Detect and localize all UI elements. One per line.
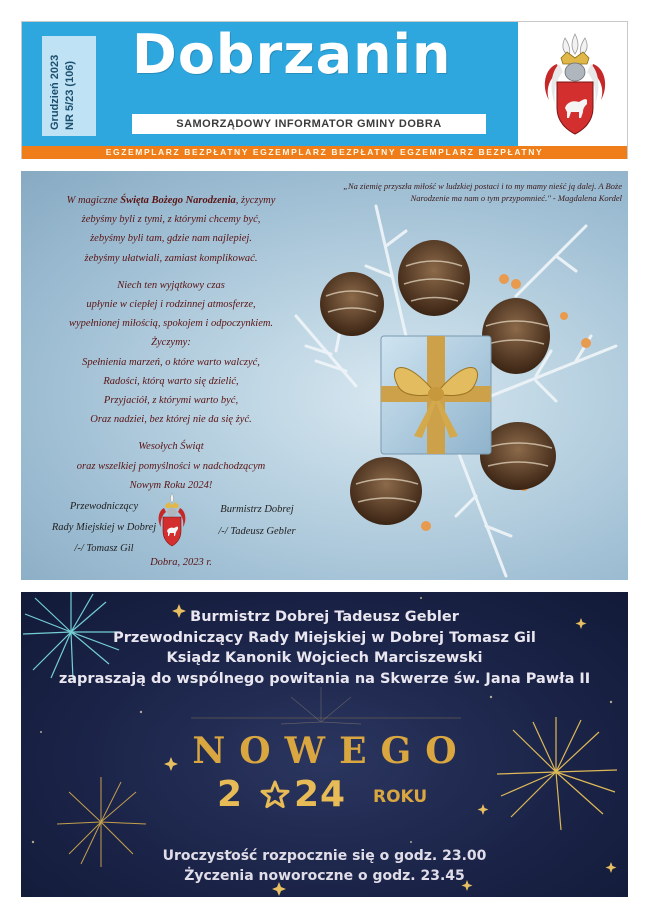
wishes-intro-end: , życzymy <box>235 195 276 206</box>
wishes-line: Radości, którą warto się dzielić, <box>103 375 239 387</box>
year-digits-right: 24 <box>294 774 347 815</box>
signature-name: /-/ Tomasz Gil <box>74 543 134 554</box>
wishes-line: Życzymy: <box>151 337 191 349</box>
new-year-invitation-panel <box>21 592 628 897</box>
signature-council-chairman <box>39 496 169 559</box>
year-digit-left: 2 <box>217 774 244 815</box>
wishes-closing: Nowym Roku 2024! <box>129 479 213 491</box>
roku-label: ROKU <box>373 787 428 807</box>
coat-of-arms-icon <box>152 491 192 549</box>
publication-subtitle: SAMORZĄDOWY INFORMATOR GMINY DOBRA <box>176 118 442 130</box>
invitation-line: zapraszają do wspólnego powitania na Skwerze św. Jana Pawła II <box>58 670 591 687</box>
wishes-line: Niech ten wyjątkowy czas <box>117 279 225 291</box>
christmas-quote <box>316 180 622 204</box>
star-zero-icon <box>260 780 290 810</box>
masthead <box>21 21 628 159</box>
invitation-hosts <box>21 607 628 689</box>
schedule-line: Uroczystość rozpocznie się o godz. 23.00 <box>162 848 487 864</box>
coat-of-arms-icon <box>527 28 623 140</box>
quote-author: - Magdalena Kordel <box>552 193 622 203</box>
signature-role: Burmistrz Dobrej <box>220 504 294 515</box>
christmas-wishes <box>31 191 311 495</box>
wishes-intro <box>31 191 311 210</box>
event-schedule <box>21 846 628 886</box>
signature-role: Przewodniczący <box>69 501 139 512</box>
wishes-line: Spełnienia marzeń, o które warto walczyć, <box>82 356 260 368</box>
christmas-decoration-image <box>286 186 628 580</box>
host-line: Przewodniczący Rady Miejskiej w Dobrej Tomasz Gil <box>113 629 536 646</box>
gift-box-icon <box>381 336 491 454</box>
new-year-headline: NOWEGO <box>192 730 471 772</box>
issue-number: NR 5/23 (106) <box>64 60 76 130</box>
free-copy-strip: EGZEMPLARZ BEZPŁATNY EGZEMPLARZ BEZPŁATNY EGZEMPLARZ BEZPŁATNY <box>105 147 544 157</box>
issue-info <box>42 36 96 136</box>
wishes-line: Przyjaciół, z którymi warto być, <box>103 395 239 407</box>
host-line: Burmistrz Dobrej Tadeusz Gebler <box>190 609 459 625</box>
wishes-line: żebyśmy ułatwiali, zamiast komplikować. <box>84 252 258 264</box>
wishes-line: żebyśmy byli z tymi, z którymi chcemy być, <box>81 214 261 226</box>
year-2024 <box>211 774 451 824</box>
wishes-closing: Wesołych Świąt <box>138 441 204 453</box>
schedule-line: Życzenia noworoczne o godz. 23.45 <box>184 868 465 884</box>
publication-title: Dobrzanin <box>132 23 452 86</box>
wishes-line: Oraz nadziei, bez której nie da się żyć. <box>90 414 252 426</box>
signature-name: /-/ Tadeusz Gebler <box>218 526 296 537</box>
wishes-closing: oraz wszelkiej pomyślności w nadchodzącym <box>76 460 266 472</box>
christmas-greeting-panel <box>21 171 628 580</box>
issue-date: Grudzień 2023 <box>49 54 61 130</box>
signature-body: Rady Miejskiej w Dobrej <box>51 522 157 533</box>
wishes-highlight: Święta Bożego Narodzenia <box>120 195 236 206</box>
quote-line: A Boże Narodzenie ma nam o tym przypomnieć." <box>410 181 622 203</box>
wishes-line: upłynie w ciepłej i rodzinnej atmosferze, <box>86 299 256 311</box>
signature-mayor <box>199 499 315 543</box>
host-line: Ksiądz Kanonik Wojciech Marciszewski <box>166 650 483 666</box>
wishes-line: wypełnionej miłością, spokojem i odpoczynkiem. <box>68 318 274 330</box>
wishes-line: żebyśmy byli tam, gdzie nam najlepiej. <box>90 233 252 245</box>
place-and-date: Dobra, 2023 r. <box>150 557 212 568</box>
wishes-intro-start: W magiczne <box>66 195 118 206</box>
quote-line: „Na ziemię przyszła miłość w ludzkiej postaci i to my mamy nieść ją dalej. <box>343 181 597 191</box>
